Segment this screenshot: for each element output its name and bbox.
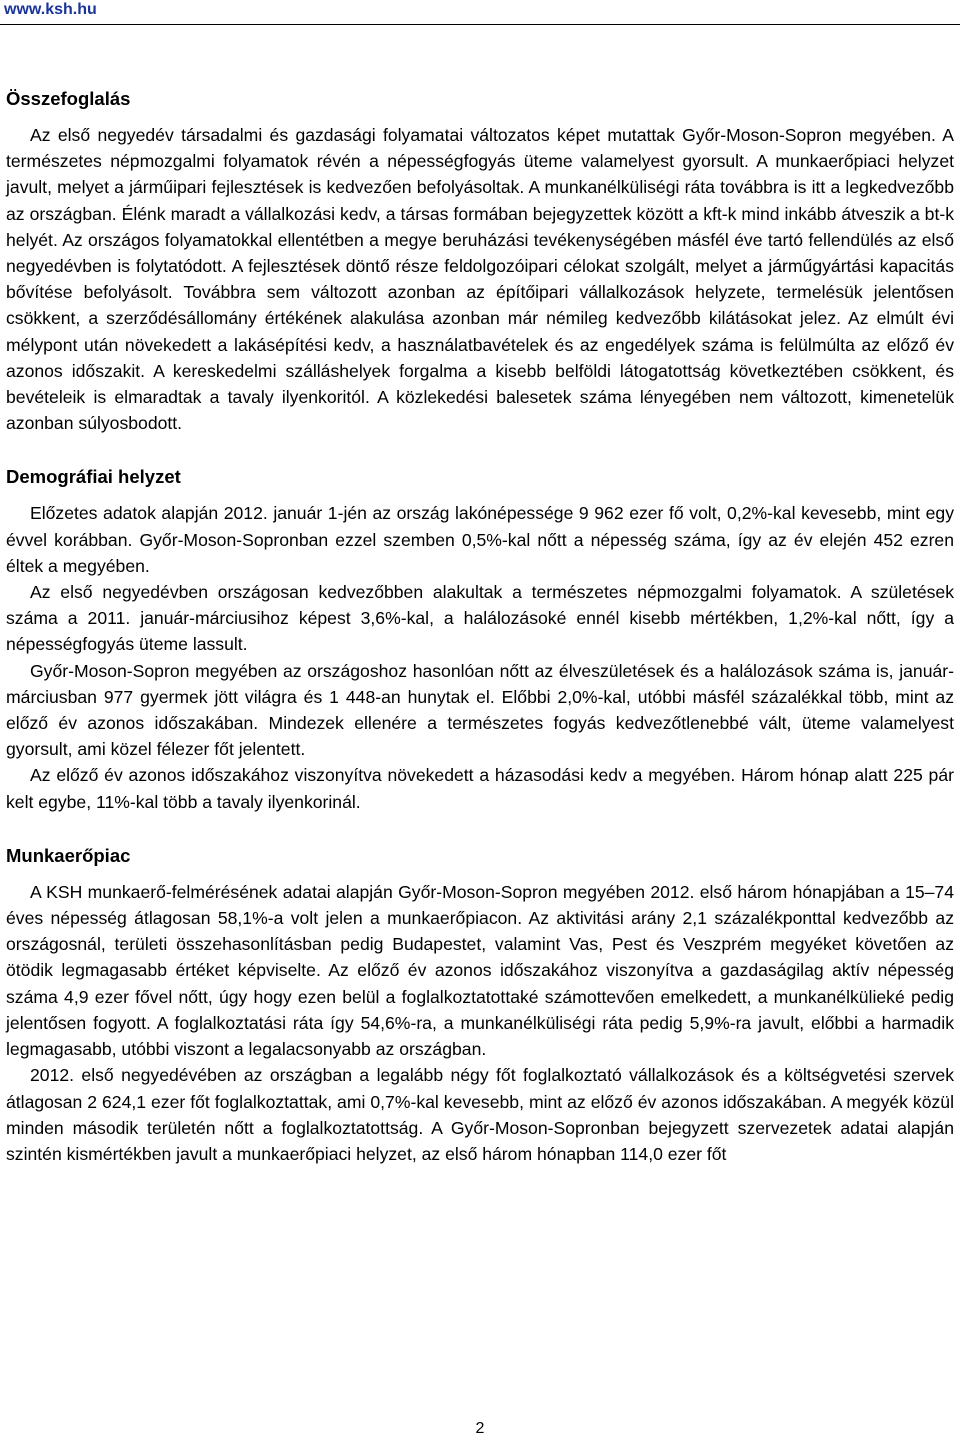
paragraph: Az első negyedév társadalmi és gazdasági folyamatai változatos képet mutattak Győr-Moson-Sopron megyében. A természetes népmozgalmi folyamatok révén a népességfogyás üteme valamelyest gyorsult. A munkaerőpiaci helyzet javult, melyet a járműipari fejlesztések is kedvezően befolyásoltak. A munkanélküliségi ráta továbbra is itt a legkedvezőbb az országban. Élénk maradt a vállalkozási kedv, a társas formában bejegyzettek között a kft-k mind inkább átveszik a bt-k helyét. Az országos folyamatokkal ellentétben a megye beruházási tevékenységében másfél éve tartó fellendülés az első negyedévben is folytatódott. A fejlesztések döntő része feldolgozóipari célokat szolgált, melyet a járműgyártási kapacitás bővítése befolyásolt. Továbbra sem változott azonban az építőipari vállalkozások helyzete, termelésük jelentősen csökkent, a szerződésállomány értékének alakulása azonban már némileg kedvezőbb kilátásokat jelez. Az elmúlt évi mélypont után növekedett a lakásépítési kedv, a használatbavételek és az engedélyek száma is felülmúlta az előző év azonos időszakit. A kereskedelmi szálláshelyek forgalma a kisebb belföldi látogatottság következtében csökkent, és bevételeik is elmaradtak a tavaly ilyenkoritól. A közlekedési balesetek száma lényegében nem változott, kimenetelük azonban súlyosbodott.: [6, 125, 954, 434]
section-heading: Munkaerőpiac: [6, 844, 131, 866]
site-url[interactable]: www.ksh.hu: [4, 1, 97, 18]
page-number: 2: [475, 1420, 485, 1437]
section-heading: Összefoglalás: [6, 88, 131, 109]
section-demography: [6, 464, 954, 814]
section-labour-market: [6, 843, 954, 1167]
paragraph: A KSH munkaerő-felmérésének adatai alapján Győr-Moson-Sopron megyében 2012. első három hónapjában a 15–74 éves népesség átlagosan 58,1%-a volt jelen a munkaerőpiacon. Az aktivitási arány 2,1 százalékponttal kedvezőbb az országosnál, területi összehasonlításban pedig Budapestet, valamint Vas, Pest és Veszprém megyéket követően az ötödik legmagasabb értéket képviselte. Az előző év azonos időszakához viszonyítva a gazdaságilag aktív népesség száma 4,9 ezer fővel nőtt, úgy hogy ezen belül a foglalkoztatottaké számottevően emelkedett, a munkanélkülieké pedig jelentősen fogyott. A foglalkoztatási ráta így 54,6%-ra, a munkanélküliségi ráta pedig 5,9%-ra javult, előbbi a harmadik legmagasabb, utóbbi viszont a legalacsonyabb az országban.: [6, 881, 954, 1060]
paragraph: Az előző év azonos időszakához viszonyítva növekedett a házasodási kedv a megyében. Három hónap alatt 225 pár kelt egybe, 11%-kal több a tavaly ilyenkorinál.: [6, 765, 954, 812]
paragraph: 2012. első negyedévében az országban a legalább négy főt foglalkoztató vállalkozások és a költségvetési szervek átlagosan 2 624,1 ezer főt foglalkoztattak, ami 0,7%-kal kevesebb, mint az előző év azonos időszakában. A megyék közül minden második területén nőtt a foglalkoztatottság. A Győr-Moson-Sopronban bejegyzett szervezetek adatai alapján szintén kismértékben javult a munkaerőpiaci helyzet, az első három hónapban 114,0 ezer főt: [6, 1065, 954, 1164]
header-divider: [0, 24, 960, 25]
section-heading: Demográfiai helyzet: [6, 466, 181, 488]
document-body: [6, 86, 954, 1195]
section-summary: [6, 86, 954, 436]
paragraph: Az első negyedévben országosan kedvezőbben alakultak a természetes népmozgalmi folyamatok. A születések száma a 2011. január-márciusihoz képest 3,6%-kal, a halálozásoké ennél kisebb mértékben, 1,2%-kal nőtt, így a népességfogyás üteme lassult.: [6, 582, 954, 655]
paragraph: Előzetes adatok alapján 2012. január 1-jén az ország lakónépessége 9 962 ezer fő volt, 0,2%-kal kevesebb, mint egy évvel korábban. Győr-Moson-Sopronban ezzel szemben 0,5%-kal nőtt a népesség száma, így az év elején 452 ezren éltek a megyében.: [6, 503, 954, 576]
paragraph: Győr-Moson-Sopron megyében az országoshoz hasonlóan nőtt az élveszületések és a halálozások száma is, január-márciusban 977 gyermek jött világra és 1 448-an hunytak el. Előbbi 2,0%-kal, utóbbi másfél százalékkal több, mint az előző év azonos időszakában. Mindezek ellenére a természetes fogyás kedvezőtlenebbé vált, üteme valamelyest gyorsult, ami közel félezer főt jelentett.: [6, 660, 954, 760]
